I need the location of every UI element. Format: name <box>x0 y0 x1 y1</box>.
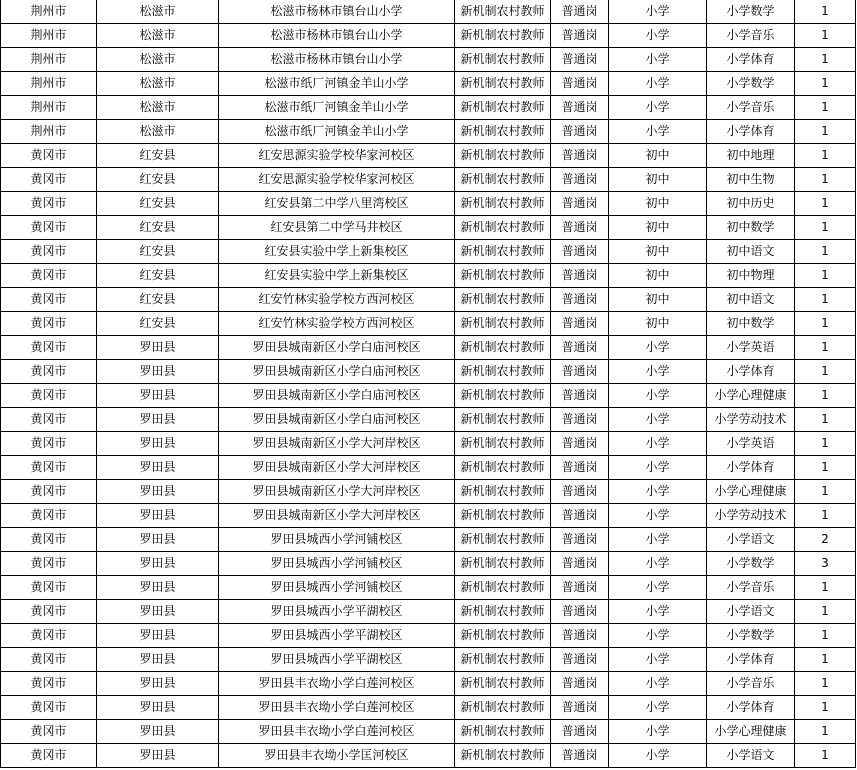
county-cell[interactable]: 罗田县 <box>97 336 219 360</box>
city-cell[interactable]: 黄冈市 <box>1 384 97 408</box>
level-cell[interactable]: 小学 <box>609 120 707 144</box>
table-row <box>1 360 856 384</box>
school-cell[interactable]: 松滋市杨林市镇台山小学 <box>219 0 455 24</box>
level-cell[interactable]: 初中 <box>609 264 707 288</box>
subject-cell[interactable]: 初中生物 <box>707 168 795 192</box>
county-cell[interactable]: 罗田县 <box>97 408 219 432</box>
post-cell[interactable]: 普通岗 <box>551 144 609 168</box>
school-cell[interactable]: 松滋市杨林市镇台山小学 <box>219 24 455 48</box>
subject-cell[interactable]: 初中语文 <box>707 240 795 264</box>
table-row <box>1 48 856 72</box>
county-cell[interactable]: 罗田县 <box>97 552 219 576</box>
table-row <box>1 312 856 336</box>
city-cell[interactable]: 黄冈市 <box>1 192 97 216</box>
school-cell[interactable]: 罗田县城南新区小学大河岸校区 <box>219 480 455 504</box>
subject-cell[interactable]: 小学心理健康 <box>707 720 795 744</box>
county-cell[interactable]: 红安县 <box>97 264 219 288</box>
subject-cell[interactable]: 小学劳动技术 <box>707 408 795 432</box>
subject-cell[interactable]: 小学音乐 <box>707 576 795 600</box>
table-row <box>1 288 856 312</box>
subject-cell[interactable]: 小学音乐 <box>707 672 795 696</box>
position-type-cell[interactable]: 新机制农村教师 <box>455 192 551 216</box>
position-type-cell[interactable]: 新机制农村教师 <box>455 120 551 144</box>
count-cell[interactable]: 1 <box>795 336 856 360</box>
school-cell[interactable]: 红安县实验中学上新集校区 <box>219 264 455 288</box>
subject-cell[interactable]: 小学体育 <box>707 648 795 672</box>
city-cell[interactable]: 荆州市 <box>1 120 97 144</box>
position-type-cell[interactable]: 新机制农村教师 <box>455 552 551 576</box>
city-cell[interactable]: 黄冈市 <box>1 648 97 672</box>
subject-cell[interactable]: 小学英语 <box>707 336 795 360</box>
level-cell[interactable]: 小学 <box>609 576 707 600</box>
subject-cell[interactable]: 小学语文 <box>707 528 795 552</box>
school-cell[interactable]: 罗田县城西小学平湖校区 <box>219 648 455 672</box>
city-cell[interactable]: 黄冈市 <box>1 504 97 528</box>
county-cell[interactable]: 红安县 <box>97 192 219 216</box>
level-cell[interactable]: 初中 <box>609 240 707 264</box>
county-cell[interactable]: 红安县 <box>97 216 219 240</box>
city-cell[interactable]: 黄冈市 <box>1 672 97 696</box>
level-cell[interactable]: 小学 <box>609 600 707 624</box>
post-cell[interactable]: 普通岗 <box>551 264 609 288</box>
subject-cell[interactable]: 初中数学 <box>707 312 795 336</box>
subject-cell[interactable]: 小学语文 <box>707 744 795 768</box>
count-cell[interactable]: 1 <box>795 0 856 24</box>
level-cell[interactable]: 小学 <box>609 624 707 648</box>
position-type-cell[interactable]: 新机制农村教师 <box>455 360 551 384</box>
count-cell[interactable]: 1 <box>795 408 856 432</box>
level-cell[interactable]: 小学 <box>609 480 707 504</box>
county-cell[interactable]: 罗田县 <box>97 432 219 456</box>
county-cell[interactable]: 红安县 <box>97 240 219 264</box>
county-cell[interactable]: 红安县 <box>97 144 219 168</box>
level-cell[interactable]: 小学 <box>609 432 707 456</box>
post-cell[interactable]: 普通岗 <box>551 576 609 600</box>
county-cell[interactable]: 罗田县 <box>97 480 219 504</box>
count-cell[interactable]: 1 <box>795 432 856 456</box>
position-type-cell[interactable]: 新机制农村教师 <box>455 504 551 528</box>
level-cell[interactable]: 小学 <box>609 528 707 552</box>
count-cell[interactable]: 1 <box>795 264 856 288</box>
level-cell[interactable]: 小学 <box>609 24 707 48</box>
school-cell[interactable]: 罗田县丰衣坳小学白莲河校区 <box>219 720 455 744</box>
count-cell[interactable]: 1 <box>795 120 856 144</box>
city-cell[interactable]: 荆州市 <box>1 96 97 120</box>
city-cell[interactable]: 黄冈市 <box>1 528 97 552</box>
position-type-cell[interactable]: 新机制农村教师 <box>455 480 551 504</box>
post-cell[interactable]: 普通岗 <box>551 504 609 528</box>
position-type-cell[interactable]: 新机制农村教师 <box>455 168 551 192</box>
position-type-cell[interactable]: 新机制农村教师 <box>455 0 551 24</box>
post-cell[interactable]: 普通岗 <box>551 648 609 672</box>
count-cell[interactable]: 1 <box>795 624 856 648</box>
level-cell[interactable]: 小学 <box>609 96 707 120</box>
position-type-cell[interactable]: 新机制农村教师 <box>455 72 551 96</box>
city-cell[interactable]: 黄冈市 <box>1 552 97 576</box>
county-cell[interactable]: 罗田县 <box>97 456 219 480</box>
table-row <box>1 672 856 696</box>
city-cell[interactable]: 黄冈市 <box>1 288 97 312</box>
count-cell[interactable]: 1 <box>795 504 856 528</box>
post-cell[interactable]: 普通岗 <box>551 0 609 24</box>
position-type-cell[interactable]: 新机制农村教师 <box>455 576 551 600</box>
school-cell[interactable]: 罗田县丰衣坳小学匡河校区 <box>219 744 455 768</box>
position-type-cell[interactable]: 新机制农村教师 <box>455 288 551 312</box>
school-cell[interactable]: 罗田县城西小学河铺校区 <box>219 552 455 576</box>
table-row <box>1 528 856 552</box>
school-cell[interactable]: 红安县实验中学上新集校区 <box>219 240 455 264</box>
count-cell[interactable]: 1 <box>795 648 856 672</box>
subject-cell[interactable]: 初中地理 <box>707 144 795 168</box>
city-cell[interactable]: 荆州市 <box>1 72 97 96</box>
table-row <box>1 264 856 288</box>
city-cell[interactable]: 黄冈市 <box>1 600 97 624</box>
subject-cell[interactable]: 小学心理健康 <box>707 384 795 408</box>
table-row <box>1 744 856 768</box>
count-cell[interactable]: 2 <box>795 528 856 552</box>
count-cell[interactable]: 1 <box>795 480 856 504</box>
county-cell[interactable]: 罗田县 <box>97 720 219 744</box>
table-row <box>1 144 856 168</box>
count-cell[interactable]: 1 <box>795 384 856 408</box>
count-cell[interactable]: 1 <box>795 576 856 600</box>
post-cell[interactable]: 普通岗 <box>551 120 609 144</box>
table-row <box>1 432 856 456</box>
city-cell[interactable]: 黄冈市 <box>1 336 97 360</box>
count-cell[interactable]: 1 <box>795 720 856 744</box>
subject-cell[interactable]: 小学音乐 <box>707 24 795 48</box>
table-row <box>1 408 856 432</box>
school-cell[interactable]: 罗田县城西小学平湖校区 <box>219 624 455 648</box>
subject-cell[interactable]: 小学劳动技术 <box>707 504 795 528</box>
table-row <box>1 0 856 24</box>
level-cell[interactable]: 小学 <box>609 48 707 72</box>
post-cell[interactable]: 普通岗 <box>551 192 609 216</box>
subject-cell[interactable]: 初中历史 <box>707 192 795 216</box>
city-cell[interactable]: 黄冈市 <box>1 432 97 456</box>
school-cell[interactable]: 罗田县城南新区小学白庙河校区 <box>219 336 455 360</box>
city-cell[interactable]: 荆州市 <box>1 0 97 24</box>
city-cell[interactable]: 荆州市 <box>1 48 97 72</box>
count-cell[interactable]: 1 <box>795 96 856 120</box>
county-cell[interactable]: 罗田县 <box>97 528 219 552</box>
city-cell[interactable]: 黄冈市 <box>1 576 97 600</box>
school-cell[interactable]: 罗田县城南新区小学白庙河校区 <box>219 360 455 384</box>
city-cell[interactable]: 黄冈市 <box>1 744 97 768</box>
count-cell[interactable]: 1 <box>795 672 856 696</box>
position-type-cell[interactable]: 新机制农村教师 <box>455 24 551 48</box>
county-cell[interactable]: 罗田县 <box>97 576 219 600</box>
position-type-cell[interactable]: 新机制农村教师 <box>455 744 551 768</box>
school-cell[interactable]: 红安思源实验学校华家河校区 <box>219 168 455 192</box>
post-cell[interactable]: 普通岗 <box>551 384 609 408</box>
school-cell[interactable]: 罗田县丰衣坳小学白莲河校区 <box>219 696 455 720</box>
county-cell[interactable]: 松滋市 <box>97 0 219 24</box>
county-cell[interactable]: 松滋市 <box>97 96 219 120</box>
position-type-cell[interactable]: 新机制农村教师 <box>455 96 551 120</box>
level-cell[interactable]: 小学 <box>609 720 707 744</box>
level-cell[interactable]: 小学 <box>609 744 707 768</box>
table-row <box>1 168 856 192</box>
county-cell[interactable]: 红安县 <box>97 168 219 192</box>
city-cell[interactable]: 黄冈市 <box>1 696 97 720</box>
post-cell[interactable]: 普通岗 <box>551 240 609 264</box>
subject-cell[interactable]: 小学数学 <box>707 624 795 648</box>
city-cell[interactable]: 黄冈市 <box>1 240 97 264</box>
position-type-cell[interactable]: 新机制农村教师 <box>455 312 551 336</box>
city-cell[interactable]: 黄冈市 <box>1 144 97 168</box>
table-row <box>1 600 856 624</box>
school-cell[interactable]: 罗田县城西小学河铺校区 <box>219 528 455 552</box>
post-cell[interactable]: 普通岗 <box>551 744 609 768</box>
table-row <box>1 504 856 528</box>
count-cell[interactable]: 1 <box>795 168 856 192</box>
count-cell[interactable]: 1 <box>795 456 856 480</box>
county-cell[interactable]: 罗田县 <box>97 672 219 696</box>
count-cell[interactable]: 1 <box>795 312 856 336</box>
position-type-cell[interactable]: 新机制农村教师 <box>455 408 551 432</box>
post-cell[interactable]: 普通岗 <box>551 672 609 696</box>
school-cell[interactable]: 红安竹林实验学校方西河校区 <box>219 312 455 336</box>
subject-cell[interactable]: 小学数学 <box>707 0 795 24</box>
post-cell[interactable]: 普通岗 <box>551 696 609 720</box>
city-cell[interactable]: 荆州市 <box>1 24 97 48</box>
position-type-cell[interactable]: 新机制农村教师 <box>455 720 551 744</box>
county-cell[interactable]: 松滋市 <box>97 48 219 72</box>
subject-cell[interactable]: 小学音乐 <box>707 96 795 120</box>
school-cell[interactable]: 红安思源实验学校华家河校区 <box>219 144 455 168</box>
school-cell[interactable]: 罗田县城南新区小学大河岸校区 <box>219 432 455 456</box>
county-cell[interactable]: 罗田县 <box>97 360 219 384</box>
subject-cell[interactable]: 小学英语 <box>707 432 795 456</box>
subject-cell[interactable]: 小学数学 <box>707 72 795 96</box>
county-cell[interactable]: 松滋市 <box>97 120 219 144</box>
post-cell[interactable]: 普通岗 <box>551 624 609 648</box>
post-cell[interactable]: 普通岗 <box>551 24 609 48</box>
school-cell[interactable]: 罗田县丰衣坳小学白莲河校区 <box>219 672 455 696</box>
count-cell[interactable]: 1 <box>795 696 856 720</box>
position-type-cell[interactable]: 新机制农村教师 <box>455 672 551 696</box>
school-cell[interactable]: 红安县第二中学八里湾校区 <box>219 192 455 216</box>
position-type-cell[interactable]: 新机制农村教师 <box>455 216 551 240</box>
county-cell[interactable]: 罗田县 <box>97 600 219 624</box>
level-cell[interactable]: 初中 <box>609 288 707 312</box>
table-row <box>1 24 856 48</box>
city-cell[interactable]: 黄冈市 <box>1 408 97 432</box>
position-type-cell[interactable]: 新机制农村教师 <box>455 336 551 360</box>
count-cell[interactable]: 3 <box>795 552 856 576</box>
county-cell[interactable]: 松滋市 <box>97 72 219 96</box>
level-cell[interactable]: 初中 <box>609 312 707 336</box>
count-cell[interactable]: 1 <box>795 600 856 624</box>
city-cell[interactable]: 黄冈市 <box>1 264 97 288</box>
level-cell[interactable]: 小学 <box>609 360 707 384</box>
level-cell[interactable]: 小学 <box>609 384 707 408</box>
school-cell[interactable]: 罗田县城南新区小学白庙河校区 <box>219 408 455 432</box>
subject-cell[interactable]: 小学体育 <box>707 48 795 72</box>
count-cell[interactable]: 1 <box>795 72 856 96</box>
level-cell[interactable]: 初中 <box>609 192 707 216</box>
subject-cell[interactable]: 小学体育 <box>707 456 795 480</box>
count-cell[interactable]: 1 <box>795 48 856 72</box>
level-cell[interactable]: 小学 <box>609 552 707 576</box>
level-cell[interactable]: 小学 <box>609 0 707 24</box>
table-row <box>1 576 856 600</box>
table-row <box>1 192 856 216</box>
school-cell[interactable]: 松滋市纸厂河镇金羊山小学 <box>219 96 455 120</box>
school-cell[interactable]: 罗田县城西小学平湖校区 <box>219 600 455 624</box>
city-cell[interactable]: 黄冈市 <box>1 456 97 480</box>
position-type-cell[interactable]: 新机制农村教师 <box>455 600 551 624</box>
level-cell[interactable]: 小学 <box>609 504 707 528</box>
school-cell[interactable]: 罗田县城南新区小学大河岸校区 <box>219 456 455 480</box>
count-cell[interactable]: 1 <box>795 192 856 216</box>
table-row <box>1 624 856 648</box>
city-cell[interactable]: 黄冈市 <box>1 168 97 192</box>
city-cell[interactable]: 黄冈市 <box>1 480 97 504</box>
post-cell[interactable]: 普通岗 <box>551 456 609 480</box>
table-row <box>1 384 856 408</box>
table-row <box>1 120 856 144</box>
subject-cell[interactable]: 小学心理健康 <box>707 480 795 504</box>
position-type-cell[interactable]: 新机制农村教师 <box>455 384 551 408</box>
count-cell[interactable]: 1 <box>795 24 856 48</box>
count-cell[interactable]: 1 <box>795 744 856 768</box>
post-cell[interactable]: 普通岗 <box>551 480 609 504</box>
position-type-cell[interactable]: 新机制农村教师 <box>455 696 551 720</box>
post-cell[interactable]: 普通岗 <box>551 432 609 456</box>
post-cell[interactable]: 普通岗 <box>551 48 609 72</box>
post-cell[interactable]: 普通岗 <box>551 168 609 192</box>
post-cell[interactable]: 普通岗 <box>551 216 609 240</box>
city-cell[interactable]: 黄冈市 <box>1 312 97 336</box>
post-cell[interactable]: 普通岗 <box>551 552 609 576</box>
subject-cell[interactable]: 小学体育 <box>707 360 795 384</box>
count-cell[interactable]: 1 <box>795 360 856 384</box>
county-cell[interactable]: 罗田县 <box>97 744 219 768</box>
subject-cell[interactable]: 初中数学 <box>707 216 795 240</box>
position-type-cell[interactable]: 新机制农村教师 <box>455 456 551 480</box>
city-cell[interactable]: 黄冈市 <box>1 624 97 648</box>
post-cell[interactable]: 普通岗 <box>551 96 609 120</box>
county-cell[interactable]: 罗田县 <box>97 648 219 672</box>
post-cell[interactable]: 普通岗 <box>551 312 609 336</box>
subject-cell[interactable]: 小学语文 <box>707 600 795 624</box>
county-cell[interactable]: 松滋市 <box>97 24 219 48</box>
position-type-cell[interactable]: 新机制农村教师 <box>455 432 551 456</box>
table-row <box>1 720 856 744</box>
county-cell[interactable]: 罗田县 <box>97 624 219 648</box>
table-row <box>1 96 856 120</box>
level-cell[interactable]: 小学 <box>609 456 707 480</box>
county-cell[interactable]: 红安县 <box>97 312 219 336</box>
table-row <box>1 72 856 96</box>
school-cell[interactable]: 红安竹林实验学校方西河校区 <box>219 288 455 312</box>
level-cell[interactable]: 小学 <box>609 672 707 696</box>
post-cell[interactable]: 普通岗 <box>551 360 609 384</box>
level-cell[interactable]: 小学 <box>609 336 707 360</box>
county-cell[interactable]: 红安县 <box>97 288 219 312</box>
city-cell[interactable]: 黄冈市 <box>1 720 97 744</box>
post-cell[interactable]: 普通岗 <box>551 600 609 624</box>
table-row <box>1 480 856 504</box>
position-type-cell[interactable]: 新机制农村教师 <box>455 48 551 72</box>
school-cell[interactable]: 红安县第二中学马井校区 <box>219 216 455 240</box>
subject-cell[interactable]: 小学体育 <box>707 120 795 144</box>
table-body <box>1 0 856 768</box>
subject-cell[interactable]: 小学体育 <box>707 696 795 720</box>
city-cell[interactable]: 黄冈市 <box>1 216 97 240</box>
level-cell[interactable]: 小学 <box>609 408 707 432</box>
level-cell[interactable]: 小学 <box>609 696 707 720</box>
school-cell[interactable]: 罗田县城南新区小学白庙河校区 <box>219 384 455 408</box>
school-cell[interactable]: 罗田县城南新区小学大河岸校区 <box>219 504 455 528</box>
count-cell[interactable]: 1 <box>795 240 856 264</box>
post-cell[interactable]: 普通岗 <box>551 408 609 432</box>
position-type-cell[interactable]: 新机制农村教师 <box>455 264 551 288</box>
position-type-cell[interactable]: 新机制农村教师 <box>455 648 551 672</box>
post-cell[interactable]: 普通岗 <box>551 72 609 96</box>
school-cell[interactable]: 松滋市杨林市镇台山小学 <box>219 48 455 72</box>
subject-cell[interactable]: 初中物理 <box>707 264 795 288</box>
position-type-cell[interactable]: 新机制农村教师 <box>455 624 551 648</box>
school-cell[interactable]: 松滋市纸厂河镇金羊山小学 <box>219 72 455 96</box>
school-cell[interactable]: 罗田县城西小学河铺校区 <box>219 576 455 600</box>
count-cell[interactable]: 1 <box>795 144 856 168</box>
position-type-cell[interactable]: 新机制农村教师 <box>455 240 551 264</box>
school-cell[interactable]: 松滋市纸厂河镇金羊山小学 <box>219 120 455 144</box>
table-row <box>1 648 856 672</box>
subject-cell[interactable]: 小学数学 <box>707 552 795 576</box>
level-cell[interactable]: 初中 <box>609 144 707 168</box>
level-cell[interactable]: 小学 <box>609 72 707 96</box>
county-cell[interactable]: 罗田县 <box>97 384 219 408</box>
post-cell[interactable]: 普通岗 <box>551 528 609 552</box>
level-cell[interactable]: 小学 <box>609 648 707 672</box>
level-cell[interactable]: 初中 <box>609 216 707 240</box>
table-row <box>1 552 856 576</box>
table-row <box>1 336 856 360</box>
count-cell[interactable]: 1 <box>795 288 856 312</box>
table-row <box>1 696 856 720</box>
table-row <box>1 216 856 240</box>
position-type-cell[interactable]: 新机制农村教师 <box>455 144 551 168</box>
count-cell[interactable]: 1 <box>795 216 856 240</box>
position-type-cell[interactable]: 新机制农村教师 <box>455 528 551 552</box>
level-cell[interactable]: 初中 <box>609 168 707 192</box>
county-cell[interactable]: 罗田县 <box>97 696 219 720</box>
post-cell[interactable]: 普通岗 <box>551 720 609 744</box>
county-cell[interactable]: 罗田县 <box>97 504 219 528</box>
table-row <box>1 456 856 480</box>
post-cell[interactable]: 普通岗 <box>551 288 609 312</box>
subject-cell[interactable]: 初中语文 <box>707 288 795 312</box>
post-cell[interactable]: 普通岗 <box>551 336 609 360</box>
city-cell[interactable]: 黄冈市 <box>1 360 97 384</box>
table-row <box>1 240 856 264</box>
